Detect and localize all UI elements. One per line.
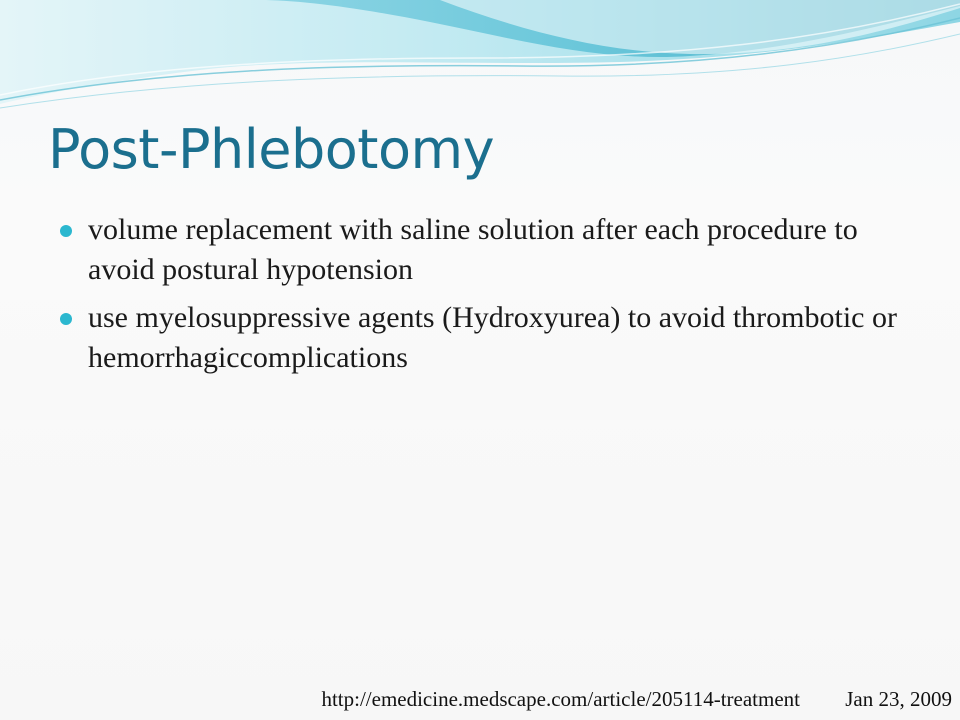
bullet-item bbox=[60, 298, 900, 378]
bullet-text: use myelosuppressive agents (Hydroxyurea) to avoid thrombotic or hemorrhagiccomplications bbox=[88, 301, 897, 374]
decorative-wave-banner bbox=[0, 0, 960, 115]
bullet-dot-icon bbox=[60, 313, 72, 325]
bullet-dot-icon bbox=[60, 225, 72, 237]
bullet-text: volume replacement with saline solution after each procedure to avoid postural hypotension bbox=[88, 213, 858, 286]
footer-date: Jan 23, 2009 bbox=[845, 687, 952, 711]
bullet-list bbox=[60, 210, 900, 386]
slide-title: Post-Phlebotomy bbox=[48, 118, 495, 181]
bullet-item bbox=[60, 210, 900, 290]
footer-source-link[interactable]: http://emedicine.medscape.com/article/205114-treatment bbox=[321, 687, 800, 711]
